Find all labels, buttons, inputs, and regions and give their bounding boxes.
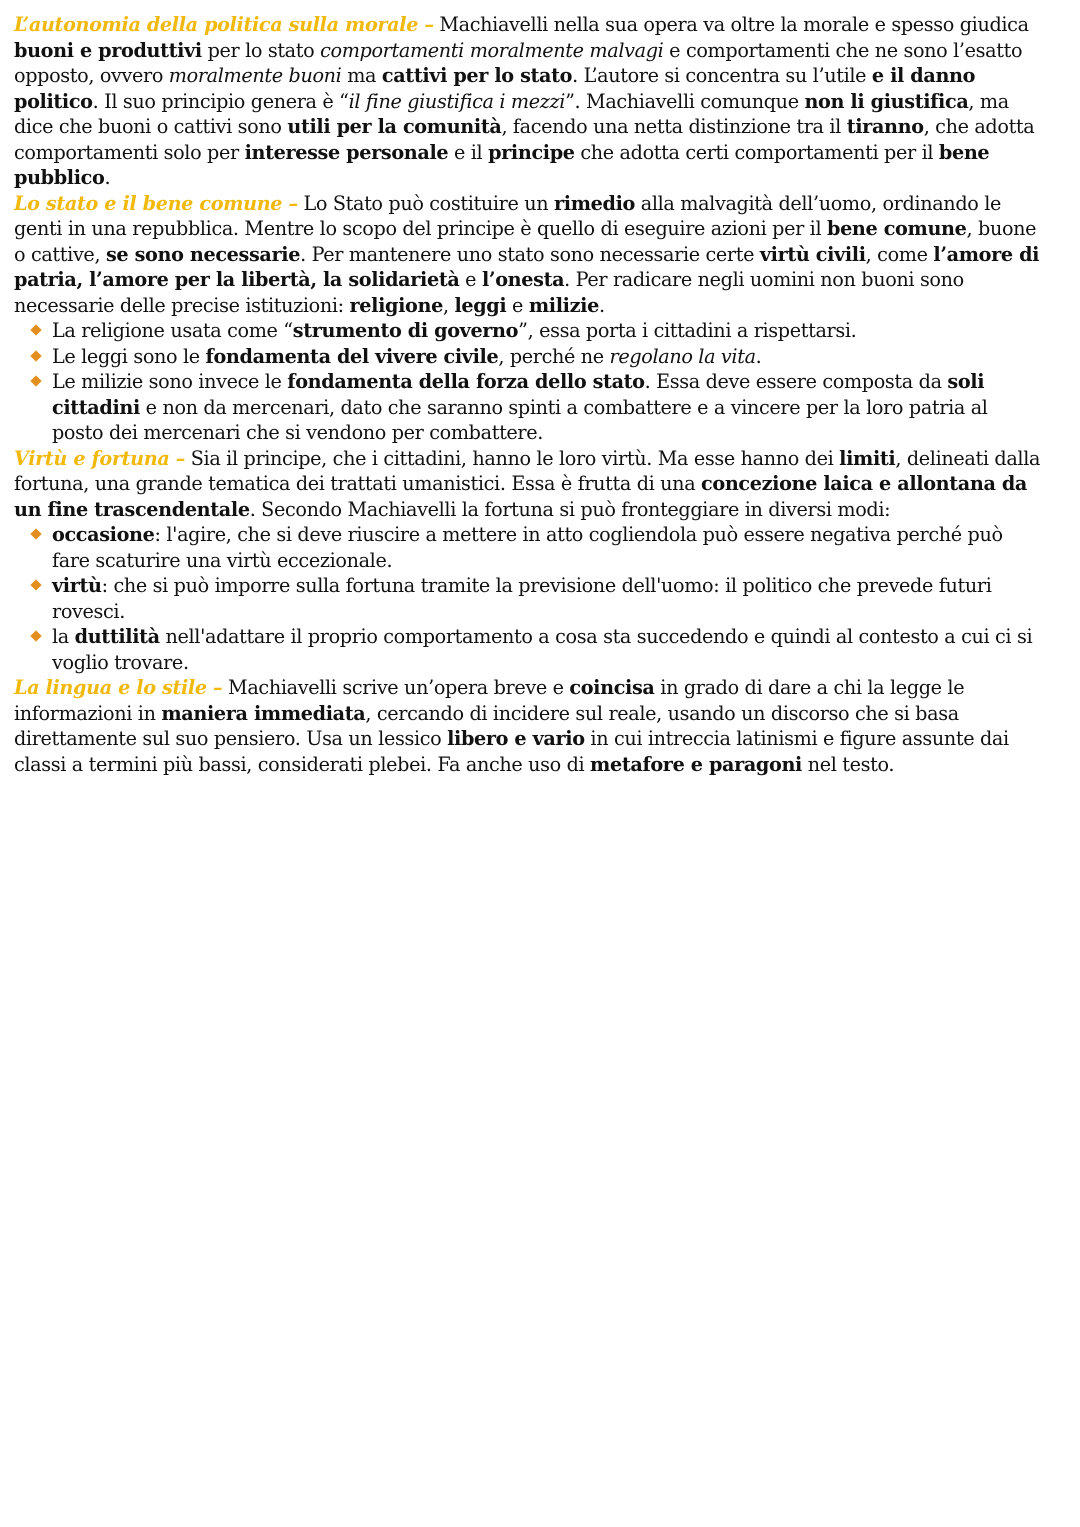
text-run: . L’autore si concentra su l’utile — [572, 64, 872, 87]
text-run: per lo stato — [201, 38, 321, 62]
bold-text: milizie — [528, 293, 599, 317]
text-run: Le leggi sono le — [52, 344, 206, 368]
bold-text: soli cittadini — [52, 370, 985, 419]
section-autonomia-politica — [14, 12, 1044, 191]
diamond-bullet-icon — [30, 350, 41, 361]
text-run: , ma dice che buoni o cattivi sono — [14, 89, 1009, 138]
italic-text: comportamenti moralmente malvagi — [320, 38, 664, 62]
bold-text: metafore e paragoni — [590, 752, 802, 776]
bold-text: tiranno — [846, 115, 924, 138]
section-heading: L’autonomia della politica sulla morale – — [14, 13, 434, 36]
list-item — [52, 369, 1044, 446]
paragraph — [14, 446, 1044, 523]
text-run: Machiavelli nella sua opera va oltre la morale e spesso giudica — [433, 13, 1029, 36]
text-run: La religione usata come “ — [52, 319, 293, 342]
bold-text: limiti — [839, 446, 896, 470]
bold-text: bene pubblico — [14, 140, 990, 189]
bold-text: coincisa — [569, 676, 655, 699]
text-run: Lo Stato può costituire un — [297, 191, 555, 215]
diamond-bullet-icon — [30, 630, 41, 641]
text-run: , buone o cattive, — [14, 217, 1037, 266]
text-run: , cercando di incidere sul reale, usando un discorso che si basa direttamente sul suo pensiero. Usa un lessico — [14, 701, 959, 750]
text-run: la — [52, 625, 75, 648]
text-run: , come — [865, 242, 934, 266]
list-item — [52, 624, 1044, 675]
paragraph — [14, 191, 1044, 319]
section-virtu-fortuna — [14, 446, 1044, 676]
bold-text: se sono necessarie — [105, 242, 301, 266]
text-run: Sia il principe, che i cittadini, hanno le loro virtù. Ma esse hanno dei — [185, 446, 840, 470]
bold-text: maniera immediata — [161, 701, 366, 725]
bold-text: l’onesta — [481, 268, 565, 291]
text-run: e non da mercenari, dato che saranno spinti a combattere e a vincere per la loro patria al posto dei mercenari che si vendono per combattere. — [52, 395, 988, 444]
text-run: . Il suo principio genera è “ — [92, 89, 349, 113]
bold-text: rimedio — [554, 191, 635, 215]
bold-text: interesse personale — [244, 140, 449, 164]
diamond-bullet-icon — [30, 579, 41, 590]
paragraph — [14, 12, 1044, 191]
paragraph — [14, 675, 1044, 777]
bold-text: duttilità — [74, 625, 160, 648]
bold-text: utili per la comunità — [287, 115, 502, 138]
diamond-bullet-icon — [30, 375, 41, 386]
bold-text: fondamenta del vivere civile — [205, 344, 499, 368]
text-run: e comportamenti che ne sono l’esatto opposto, ovvero — [14, 38, 1023, 87]
bold-text: principe — [488, 140, 575, 164]
bold-text: concezione laica e allontana da un fine trascendentale — [14, 472, 1027, 521]
text-run: in cui intreccia latinismi e figure assunte dai classi a termini più bassi, considerati plebei. Fa anche uso di — [14, 727, 1009, 776]
text-run: e il — [448, 140, 489, 164]
section-heading: Lo stato e il bene comune – — [14, 191, 298, 215]
diamond-bullet-icon — [30, 528, 41, 539]
text-run: . — [755, 344, 762, 368]
text-run: , — [442, 293, 455, 317]
text-run: e — [506, 293, 529, 317]
bold-text: buoni e produttivi — [14, 38, 202, 62]
list-item — [52, 318, 1044, 344]
section-lingua-stile — [14, 675, 1044, 777]
text-run: . Secondo Machiavelli la fortuna si può fronteggiare in diversi modi: — [249, 497, 891, 521]
text-run: ”, essa porta i cittadini a rispettarsi. — [518, 319, 857, 342]
text-run: . — [598, 293, 605, 317]
text-run: nel testo. — [801, 752, 895, 776]
italic-text: regolano la vita — [609, 344, 756, 368]
text-run: , perché ne — [498, 344, 610, 368]
bold-text: leggi — [454, 293, 507, 317]
section-heading: Virtù e fortuna – — [14, 446, 186, 470]
italic-text: il fine giustifica i mezzi — [348, 89, 566, 113]
text-run: , delineati dalla fortuna, una grande tematica dei trattati umanistici. Essa è frutta di una — [14, 446, 1041, 495]
bold-text: religione — [349, 293, 443, 317]
bold-text: bene comune — [827, 217, 967, 240]
bold-text: fondamenta della forza dello stato — [287, 370, 645, 393]
bold-text: libero e vario — [447, 727, 585, 750]
list-item — [52, 573, 1044, 624]
list-item — [52, 344, 1044, 370]
text-run: in grado di dare a chi la legge le informazioni in — [14, 676, 965, 725]
text-run: , facendo una netta distinzione tra il — [501, 115, 847, 138]
bold-text: occasione — [52, 523, 155, 546]
bullet-list — [14, 318, 1044, 446]
text-run: : che si può imporre sulla fortuna tramite la previsione dell'uomo: il politico che prevede futuri rovesci. — [52, 574, 992, 623]
bold-text: e il danno politico — [14, 64, 976, 113]
section-stato-bene-comune — [14, 191, 1044, 446]
text-run: Le milizie sono invece le — [52, 370, 288, 393]
bold-text: l’amore di patria, l’amore per la libertà, la solidarietà — [14, 242, 1040, 291]
section-heading: La lingua e lo stile – — [14, 676, 223, 699]
text-run: Machiavelli scrive un’opera breve e — [222, 676, 570, 699]
diamond-bullet-icon — [30, 324, 41, 335]
bold-text: non li giustifica — [804, 89, 969, 113]
bold-text: virtù — [52, 574, 102, 597]
text-run: nell'adattare il proprio comportamento a cosa sta succedendo e quindi al contesto a cui ci si voglio trovare. — [52, 625, 1033, 674]
text-run: . Essa deve essere composta da — [644, 370, 948, 393]
text-run: . Per radicare negli uomini non buoni sono necessarie delle precise istituzioni: — [14, 268, 964, 317]
list-item — [52, 522, 1044, 573]
text-run: ma — [341, 64, 382, 87]
italic-text: moralmente buoni — [168, 64, 342, 87]
bold-text: strumento di governo — [292, 319, 519, 342]
text-run: e — [459, 268, 482, 291]
bold-text: cattivi per lo stato — [381, 64, 573, 87]
text-run: , che adotta comportamenti solo per — [14, 115, 1035, 164]
text-run: . — [104, 166, 111, 189]
bold-text: virtù civili — [759, 242, 866, 266]
text-run: : l'agire, che si deve riuscire a mettere in atto cogliendola può essere negativa perché può fare scaturire una virtù eccezionale. — [52, 523, 1003, 572]
text-run: ”. Machiavelli comunque — [565, 89, 805, 113]
text-run: alla malvagità dell’uomo, ordinando le genti in una repubblica. Mentre lo scopo del principe è quello di eseguire azioni per il — [14, 191, 1001, 240]
bullet-list — [14, 522, 1044, 675]
text-run: che adotta certi comportamenti per il — [574, 140, 939, 164]
text-run: . Per mantenere uno stato sono necessarie certe — [300, 242, 760, 266]
